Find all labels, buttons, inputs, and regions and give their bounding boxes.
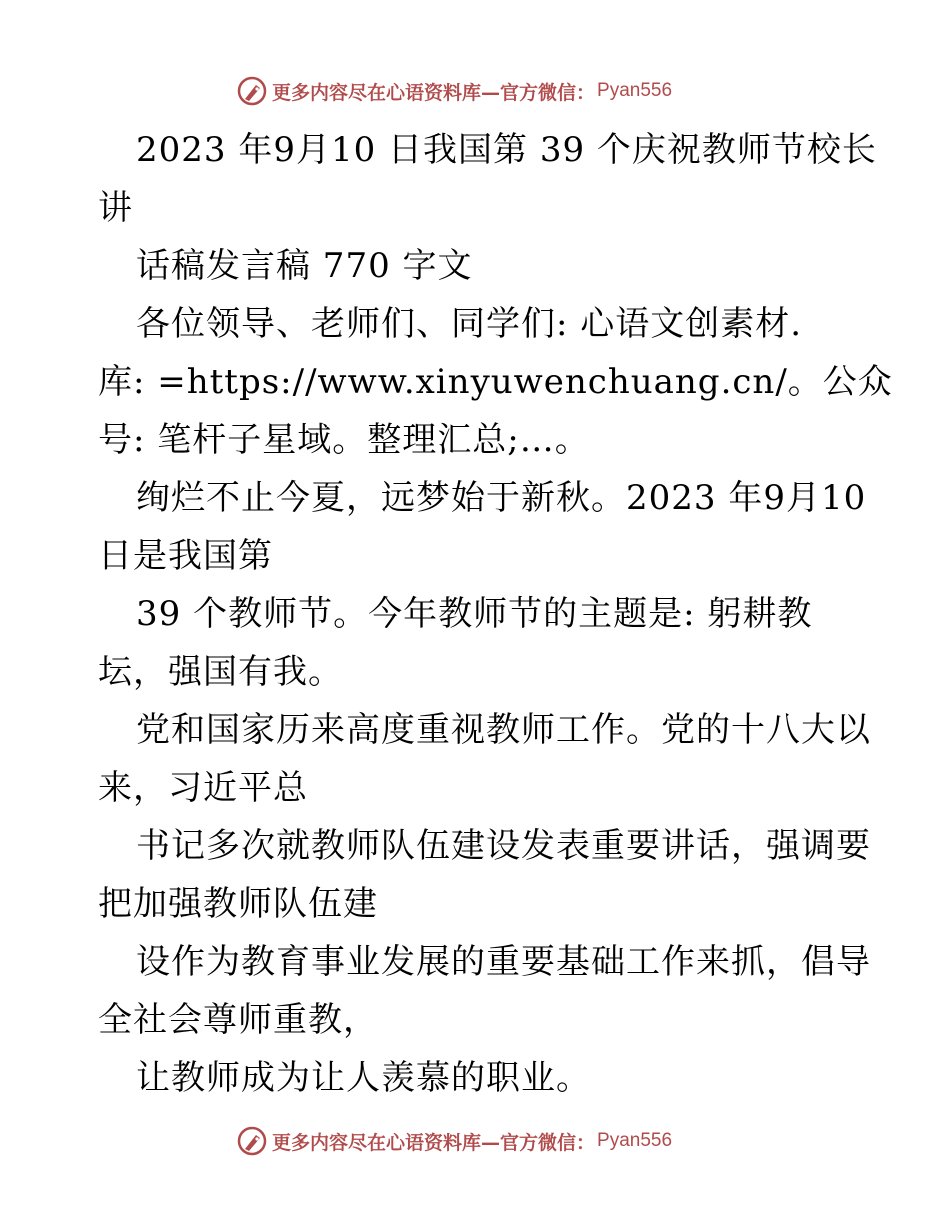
watermark-wechat-id: Pyan556	[597, 1130, 673, 1151]
paragraph-line: 话稿发言稿 770 字文	[136, 246, 473, 286]
watermark-text: 更多内容尽在心语资料库—官方微信：	[272, 1131, 596, 1154]
paragraph-line: 绚烂不止今夏，远梦始于新秋。2023 年9月10	[136, 478, 867, 518]
paragraph-line: 库: =https://www.xinyuwenchuang.cn/。公众	[98, 362, 893, 402]
paragraph-line: 各位领导、老师们、同学们: 心语文创素材.	[136, 304, 803, 344]
paragraph-line: 党和国家历来高度重视教师工作。党的十八大以	[136, 710, 871, 750]
watermark-wechat-id: Pyan556	[597, 80, 673, 101]
paragraph-line: 39 个教师节。今年教师节的主题是: 躬耕教	[136, 594, 813, 634]
paragraph-line: 把加强教师队伍建	[98, 884, 378, 924]
paragraph-line: 2023 年9月10 日我国第 39 个庆祝教师节校长	[136, 130, 877, 170]
paragraph-line: 让教师成为让人羡慕的职业。	[136, 1058, 591, 1098]
paragraph-line: 讲	[98, 188, 133, 228]
paragraph-line: 书记多次就教师队伍建设发表重要讲话，强调要	[136, 826, 871, 866]
paragraph-line: 日是我国第	[98, 536, 273, 576]
paragraph-line: 号: 笔杆子星域。整理汇总;…。	[98, 420, 590, 460]
pen-nib-logo-icon	[236, 1125, 268, 1157]
paragraph-line: 全社会尊师重教，	[98, 1000, 378, 1040]
paragraph-line: 来，习近平总	[98, 768, 308, 808]
footer-watermark	[236, 1124, 672, 1158]
paragraph-line: 坛，强国有我。	[98, 652, 343, 692]
watermark-text: 更多内容尽在心语资料库—官方微信：	[272, 81, 596, 104]
paragraph-line: 设作为教育事业发展的重要基础工作来抓，倡导	[136, 942, 871, 982]
